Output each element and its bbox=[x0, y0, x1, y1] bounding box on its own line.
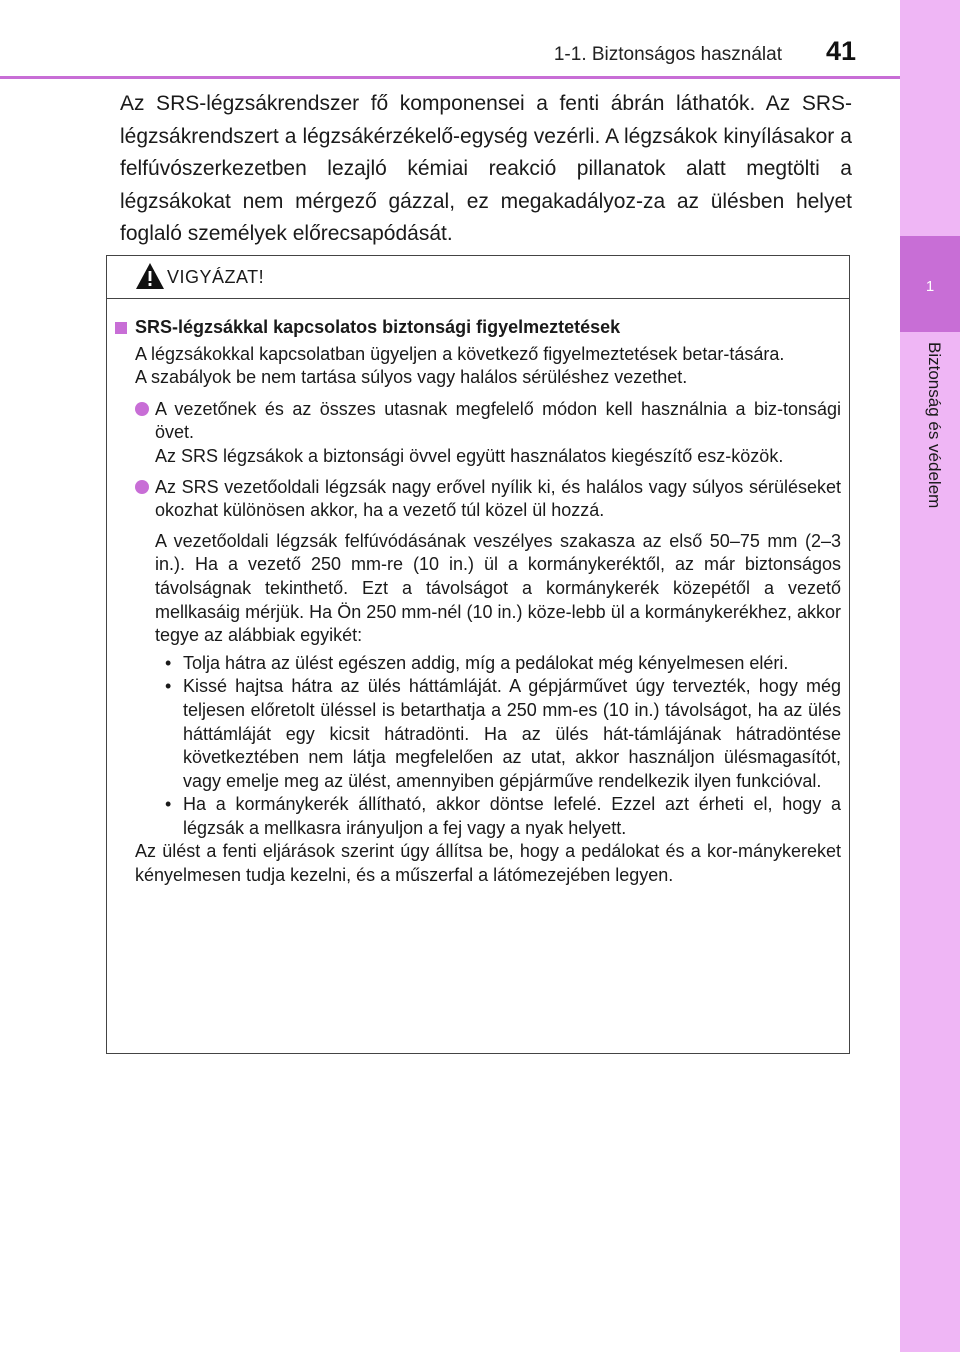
page-number: 41 bbox=[826, 36, 857, 66]
bullet-glyph: • bbox=[165, 794, 172, 815]
bullet-text: Tolja hátra az ülést egészen addig, míg a pedálokat még kényelmesen eléri. bbox=[183, 652, 789, 673]
square-bullet-icon bbox=[115, 322, 127, 334]
warning-triangle-icon bbox=[135, 262, 165, 290]
warning-title: VIGYÁZAT! bbox=[167, 267, 265, 287]
warning-intro-2: A szabályok be nem tartása súlyos vagy halálos sérüléshez vezethet. bbox=[135, 367, 688, 388]
list-item-text: A vezetőnek és az összes utasnak megfelelő módon kell használnia a biz-tonsági övet. bbox=[155, 398, 841, 443]
bullet-text: Kissé hajtsa hátra az ülés háttámláját. A gépjárművet úgy tervezték, hogy még teljesen előretolt üléssel is betarthatja a 250 mm-es (10 in.) távolságot, ha az ülés háttámláját egy kicsit hátradönti. Ha az ülés hát-támlájának hátradöntése következtében nem látja megfelelően az utat, akkor használjon ülésmagasítót, vagy emelje meg az ülést, amennyiben gépjárműve rendelkezik ilyen funkcióval. bbox=[183, 676, 841, 791]
header-rule bbox=[0, 76, 900, 79]
circle-bullet-icon bbox=[135, 480, 149, 494]
warning-intro-text bbox=[115, 343, 841, 390]
closing-paragraph: Az ülést a fenti eljárások szerint úgy állítsa be, hogy a pedálokat és a kor-mánykereket kényelmesen tudja kezelni, és a műszerfal a látómezejében legyen. bbox=[135, 841, 841, 886]
bullet-item bbox=[115, 652, 841, 676]
chapter-number: 1 bbox=[925, 278, 935, 295]
chapter-sidebar bbox=[900, 0, 960, 1352]
bullet-item bbox=[115, 675, 841, 793]
intro-paragraph: Az SRS-légzsákrendszer fő komponensei a fenti ábrán láthatók. Az SRS-légzsákrendszert a légzsákérzékelő-egység vezérli. A légzsákok kinyílásakor a felfúvószerkezetben lezajló kémiai reakció pillanatok alatt megtölti a légzsákokat nem mérgező gázzal, ez megakadályoz-za az ülésben helyet foglaló személyek előrecsapódását. bbox=[120, 92, 852, 245]
section-title: 1-1. Biztonságos használat bbox=[553, 44, 782, 65]
chapter-label: Biztonság és védelem bbox=[925, 342, 944, 509]
list-item-text: Az SRS vezetőoldali légzsák nagy erővel nyílik ki, és halálos vagy súlyos sérüléseket okozhat különösen akkor, ha a vezető túl közel ül hozzá. bbox=[155, 476, 841, 521]
bullet-item bbox=[115, 793, 841, 840]
warning-box bbox=[106, 255, 850, 1054]
bullet-glyph: • bbox=[165, 676, 172, 697]
warning-subheading bbox=[115, 316, 841, 340]
warning-header bbox=[107, 256, 849, 299]
warning-intro-1: A légzsákokkal kapcsolatban ügyeljen a következő figyelmeztetések betar-tására. bbox=[135, 343, 785, 364]
list-item bbox=[115, 476, 841, 523]
warning-body bbox=[115, 316, 841, 888]
bullet-glyph: • bbox=[165, 652, 172, 673]
circle-bullet-icon bbox=[135, 402, 149, 416]
list-item-text: Az SRS légzsákok a biztonsági övvel együtt használatos kiegészítő esz-közök. bbox=[155, 445, 784, 466]
detail-paragraph: A vezetőoldali légzsák felfúvódásának veszélyes szakasza az első 50–75 mm (2–3 in.). Ha a vezető 250 mm-re (10 in.) ül a kormánykeréktől, az már biztonságos távolságnak tekinthető. Ezt a távolságot a kormánykerék közepétől a vezető mellkasáig mérjük. Ha Ön 250 mm-nél (10 in.) köze-lebb ül a kormánykerékhez, akkor tegye az alábbiak egyikét: bbox=[155, 530, 841, 646]
list-item bbox=[115, 398, 841, 469]
bullet-text: Ha a kormánykerék állítható, akkor döntse lefelé. Ezzel azt érheti el, hogy a légzsák a mellkasra irányuljon a fej vagy a nyak helyett. bbox=[183, 794, 841, 838]
warning-subheading-text: SRS-légzsákkal kapcsolatos biztonsági figyelmeztetések bbox=[135, 317, 621, 337]
